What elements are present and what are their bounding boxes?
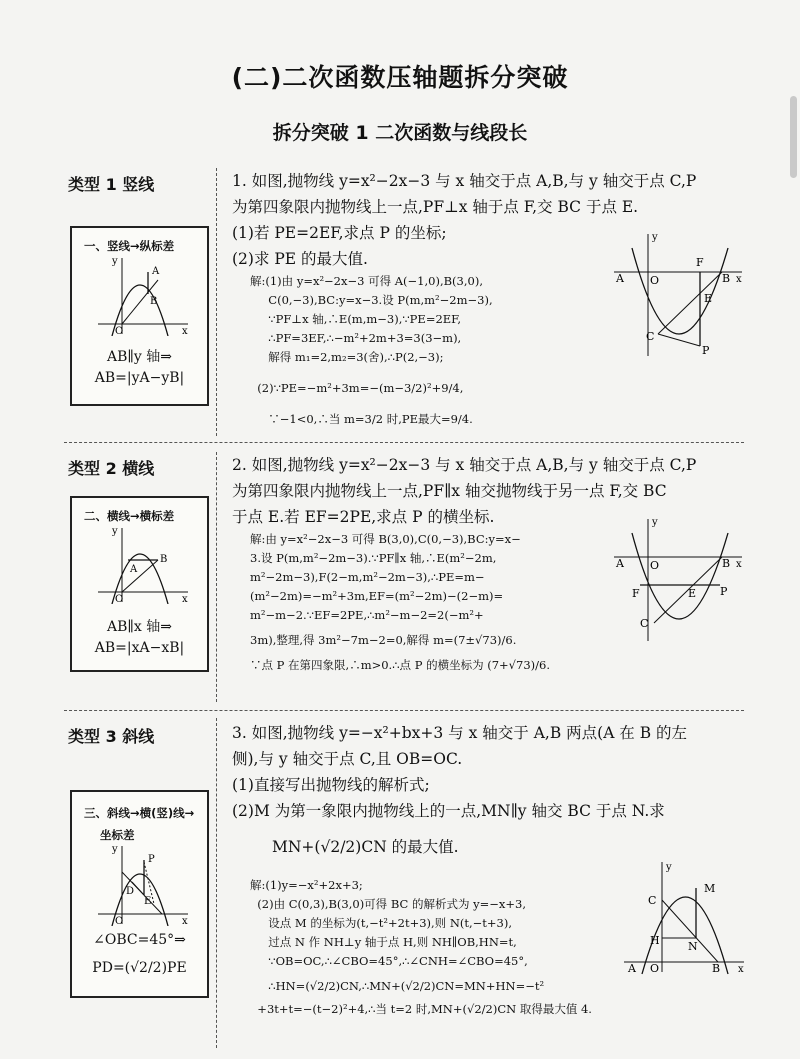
svg-text:y: y <box>112 844 118 855</box>
svg-text:C: C <box>648 894 657 907</box>
svg-text:O: O <box>115 916 124 926</box>
solution-line: 3.设 P(m,m²−2m−3).∵PF∥x 轴,∴E(m²−2m, <box>250 551 497 565</box>
problem-line: 3. 如图,抛物线 y=−x²+bx+3 与 x 轴交于 A,B 两点(A 在 B 的左 <box>232 724 688 742</box>
svg-text:O: O <box>115 326 124 336</box>
solution-line: 解:(1)由 y=x²−2x−3 可得 A(−1,0),B(3,0), <box>250 274 483 288</box>
solution-line: +3t+t=−(t−2)²+4,∴当 t=2 时,MN+(√2/2)CN 取得最大值 4. <box>250 1002 592 1016</box>
svg-text:P: P <box>720 585 728 598</box>
solution-line: m²−2m−3),F(2−m,m²−2m−3),∴PE=m− <box>250 570 485 584</box>
svg-text:x: x <box>182 326 188 336</box>
svg-text:B: B <box>150 296 158 307</box>
solution-line: C(0,−3),BC:y=x−3.设 P(m,m²−2m−3), <box>250 293 493 307</box>
svg-text:x: x <box>182 594 188 604</box>
solution-line: ∴HN=(√2/2)CN,∴MN+(√2/2)CN=MN+HN=−t² <box>250 979 545 993</box>
svg-text:B: B <box>160 554 168 565</box>
graph-problem-2 <box>610 515 750 645</box>
graph-problem-1 <box>610 230 750 360</box>
solution-line: ∵点 P 在第四象限,∴m>0.∴点 P 的横坐标为 (7+√73)/6. <box>250 658 550 672</box>
section-divider <box>64 442 744 443</box>
svg-text:F: F <box>696 256 704 269</box>
method-box <box>70 790 209 998</box>
scrollbar[interactable] <box>790 96 797 178</box>
type-label: 类型 1 竖线 <box>68 175 155 194</box>
graph-problem-3 <box>620 858 750 976</box>
solution-line: 设点 M 的坐标为(t,−t²+2t+3),则 N(t,−t+3), <box>250 916 512 930</box>
svg-text:C: C <box>640 617 649 630</box>
svg-text:A: A <box>130 564 138 575</box>
svg-text:A: A <box>628 962 636 975</box>
problem-line: 1. 如图,抛物线 y=x²−2x−3 与 x 轴交于点 A,B,与 y 轴交于点 C,P <box>232 172 697 190</box>
column-divider <box>216 718 217 1048</box>
problem-line: (2)M 为第一象限内抛物线上的一点,MN∥y 轴交 BC 于点 N.求 <box>232 802 665 820</box>
problem-line: (1)若 PE=2EF,求点 P 的坐标; <box>232 224 447 242</box>
solution-line: 解得 m₁=2,m₂=3(舍),∴P(2,−3); <box>250 350 444 364</box>
solution-line: 过点 N 作 NH⊥y 轴于点 H,则 NH∥OB,HN=t, <box>250 935 517 949</box>
box-title: 一、竖线→纵标差 <box>84 239 175 253</box>
solution-text <box>250 530 600 675</box>
problem-line: 于点 E.若 EF=2PE,求点 P 的横坐标. <box>232 508 495 526</box>
svg-text:y: y <box>112 256 118 267</box>
svg-text:A: A <box>616 272 624 285</box>
solution-line: (m²−2m)=−m²+3m,EF=(m²−2m)−(2−m)= <box>250 589 504 603</box>
type-label: 类型 3 斜线 <box>68 727 155 746</box>
column-divider <box>216 452 217 702</box>
box-title: 三、斜线→横(竖)线→ 坐标差 <box>84 806 195 842</box>
svg-text:O: O <box>650 274 660 287</box>
box-formula: ∠OBC=45°⇒ <box>93 932 186 948</box>
svg-text:B: B <box>712 962 721 975</box>
method-box <box>70 496 209 672</box>
svg-text:O: O <box>650 962 660 975</box>
method-box <box>70 226 209 406</box>
svg-text:B: B <box>722 272 731 285</box>
box-formula: AB∥x 轴⇒ <box>107 619 172 635</box>
svg-text:B: B <box>722 557 731 570</box>
svg-text:x: x <box>738 964 744 975</box>
svg-text:y: y <box>652 517 658 528</box>
box-formula: AB=|yA−yB| <box>94 370 185 386</box>
solution-line: 解:由 y=x²−2x−3 可得 B(3,0),C(0,−3),BC:y=x− <box>250 532 521 546</box>
svg-text:x: x <box>736 559 742 570</box>
svg-text:E: E <box>704 292 713 305</box>
problem-text <box>232 720 747 860</box>
svg-text:A: A <box>152 266 160 277</box>
solution-line: ∴PF=3EF,∴−m²+2m+3=3(3−m), <box>250 331 462 345</box>
solution-line: (2)由 C(0,3),B(3,0)可得 BC 的解析式为 y=−x+3, <box>250 897 526 911</box>
box-formula: AB=|xA−xB| <box>94 640 185 656</box>
column-divider <box>216 168 217 436</box>
type-label: 类型 2 横线 <box>68 459 155 478</box>
svg-text:P: P <box>148 854 155 865</box>
solution-line: ∵PF⊥x 轴,∴E(m,m−3),∵PE=2EF, <box>250 312 462 326</box>
svg-text:P: P <box>702 344 710 357</box>
solution-line: 3m),整理,得 3m²−7m−2=0,解得 m=(7±√73)/6. <box>250 633 517 647</box>
svg-text:C: C <box>646 330 655 343</box>
mini-graph-horizontal <box>92 524 192 604</box>
box-title: 二、横线→横标差 <box>84 509 175 523</box>
svg-text:M: M <box>704 882 716 895</box>
solution-line: 解:(1)y=−x²+2x+3; <box>250 878 363 892</box>
svg-text:H: H <box>650 934 660 947</box>
svg-text:F: F <box>632 587 640 600</box>
svg-text:O: O <box>115 594 124 604</box>
svg-text:O: O <box>650 559 660 572</box>
mini-graph-slant <box>92 842 192 926</box>
svg-text:A: A <box>616 557 624 570</box>
svg-text:x: x <box>736 274 742 285</box>
box-formula: PD=(√2/2)PE <box>92 960 187 976</box>
svg-text:E: E <box>688 587 697 600</box>
solution-text <box>250 876 630 1019</box>
svg-text:x: x <box>182 916 188 926</box>
solution-line: ∵OB=OC,∴∠CBO=45°,∴∠CNH=∠CBO=45°, <box>250 954 528 968</box>
problem-line: 为第四象限内抛物线上一点,PF⊥x 轴于点 F,交 BC 于点 E. <box>232 198 639 216</box>
problem-line: MN+(√2/2)CN 的最大值. <box>272 838 459 856</box>
box-formula: AB∥y 轴⇒ <box>107 349 172 365</box>
mini-graph-vertical <box>92 254 192 336</box>
problem-line: (2)求 PE 的最大值. <box>232 250 368 268</box>
problem-line: 2. 如图,抛物线 y=x²−2x−3 与 x 轴交于点 A,B,与 y 轴交于点 C,P <box>232 456 697 474</box>
solution-line: m²−m−2.∵EF=2PE,∴m²−m−2=2(−m²+ <box>250 608 484 622</box>
solution-line: ∵−1<0,∴当 m=3/2 时,PE最大=9/4. <box>250 412 473 426</box>
page-title: (二)二次函数压轴题拆分突破 <box>231 63 569 92</box>
svg-text:y: y <box>112 526 118 537</box>
problem-line: 为第四象限内抛物线上一点,PF∥x 轴交抛物线于另一点 F,交 BC <box>232 482 667 500</box>
solution-line: (2)∵PE=−m²+3m=−(m−3/2)²+9/4, <box>250 381 464 395</box>
svg-text:y: y <box>666 862 672 873</box>
svg-text:E: E <box>144 896 152 907</box>
page-subtitle: 拆分突破 1 二次函数与线段长 <box>272 122 528 144</box>
problem-line: 侧),与 y 轴交于点 C,且 OB=OC. <box>232 750 463 768</box>
svg-text:y: y <box>652 232 658 243</box>
svg-text:N: N <box>688 940 698 953</box>
problem-line: (1)直接写出抛物线的解析式; <box>232 776 430 794</box>
section-divider <box>64 710 744 711</box>
svg-text:D: D <box>126 886 135 897</box>
solution-text <box>250 272 590 429</box>
